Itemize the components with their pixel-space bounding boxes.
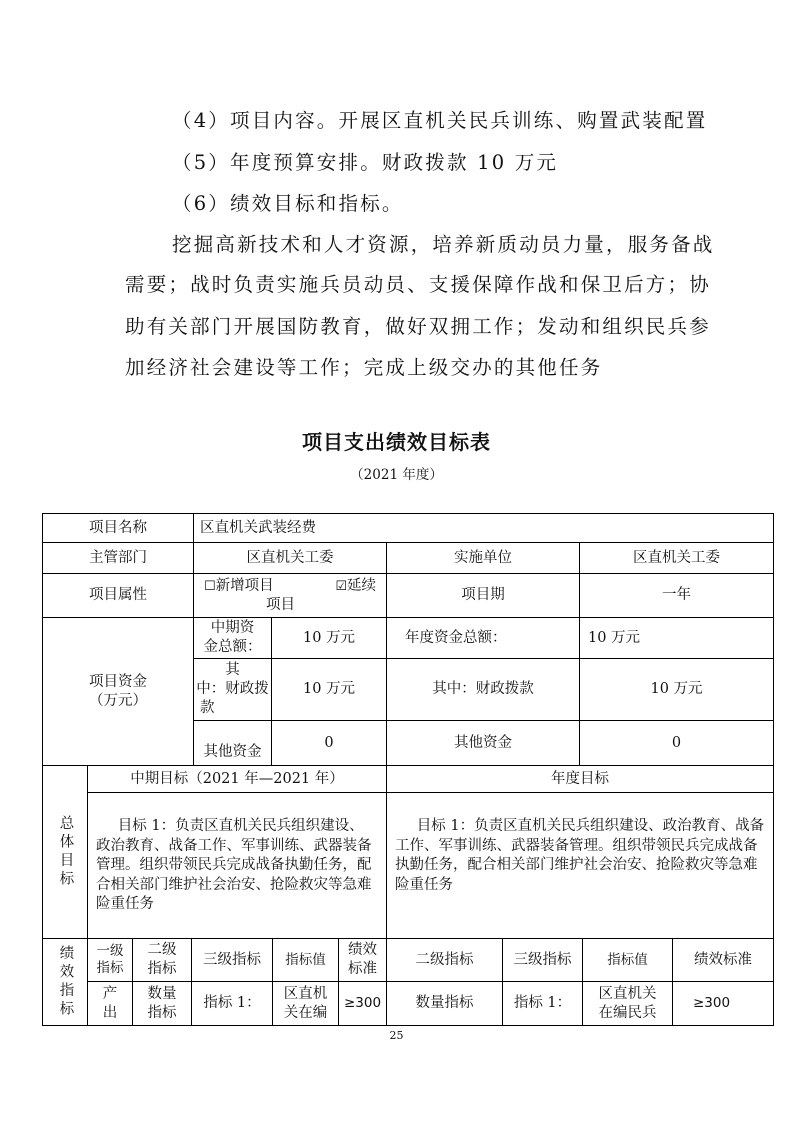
level3-indicator-1: 指标 1： — [191, 981, 273, 1026]
attr-label: 项目属性 — [42, 573, 194, 618]
annual-total-value: 10 万元 — [579, 617, 774, 659]
r-value-header: 指标值 — [582, 938, 673, 982]
content-line-4: 挖掘高新技术和人才资源，培养新质动员力量，服务备战 — [172, 233, 715, 256]
table-subtitle: （2021 年度） — [350, 467, 443, 483]
project-name-value: 区直机关武装经费 — [193, 513, 774, 543]
attr-value — [193, 573, 387, 618]
r-level3-indicator-1: 指标 1： — [502, 981, 583, 1026]
impl-label: 实施单位 — [386, 542, 580, 574]
mid-other-label: 其他资金 — [193, 720, 272, 766]
table-title: 项目支出绩效目标表 — [302, 430, 491, 454]
new-project-option: ☐新增项目 — [204, 577, 274, 594]
mid-fiscal-value: 10 万元 — [271, 658, 387, 721]
fund-label: 项目资金 （万元） — [42, 617, 194, 766]
continued-project-label-2: 项目 — [266, 596, 295, 613]
content-line-5: 需要；战时负责实施兵员动员、支援保障作战和保卫后方；协 — [125, 273, 711, 296]
level1-output: 产 出 — [87, 981, 133, 1026]
mid-total-value: 10 万元 — [271, 617, 387, 659]
r-level2-quantity: 数量指标 — [386, 981, 503, 1026]
r-standard-header: 绩效标准 — [672, 938, 774, 982]
period-label: 项目期 — [386, 573, 580, 618]
mid-total-label: 中期资 金总额： — [193, 617, 272, 659]
annual-total-label: 年度资金总额： — [386, 617, 580, 659]
overall-goal-label: 总体目标 — [42, 765, 88, 939]
unchecked-box-icon: ☐ — [204, 578, 216, 594]
mid-other-value: 0 — [271, 720, 387, 766]
content-line-6: 助有关部门开展国防教育，做好双拥工作；发动和组织民兵参 — [125, 315, 711, 338]
level1-header: 一级 指标 — [87, 938, 133, 982]
annual-fiscal-label: 其中：财政拨款 — [386, 658, 580, 721]
annual-fiscal-value: 10 万元 — [579, 658, 774, 721]
level2-header: 二级 指标 — [132, 938, 192, 982]
continued-project-option: ☑延续 — [335, 577, 376, 594]
mid-fiscal-label: 其 中：财政拨 款 — [193, 658, 272, 721]
period-value: 一年 — [579, 573, 774, 618]
r-indicator-standard: ≥300 — [672, 981, 774, 1026]
indicator-label: 绩效指标 — [42, 938, 88, 1026]
dept-value: 区直机关工委 — [193, 542, 387, 574]
r-level2-header: 二级指标 — [386, 938, 503, 982]
annual-other-label: 其他资金 — [386, 720, 580, 766]
indicator-value: 区直机 关在编 — [272, 981, 339, 1026]
value-header: 指标值 — [272, 938, 339, 982]
r-level3-header: 三级指标 — [502, 938, 583, 982]
content-line-7: 加经济社会建设等工作；完成上级交办的其他任务 — [125, 356, 603, 379]
mid-goal-header: 中期目标（2021 年—2021 年） — [87, 765, 387, 793]
checked-box-icon: ☑ — [335, 578, 347, 594]
level2-quantity: 数量 指标 — [132, 981, 192, 1026]
annual-other-value: 0 — [579, 720, 774, 766]
indicator-standard: ≥300 — [338, 981, 387, 1026]
dept-label: 主管部门 — [42, 542, 194, 574]
mid-goal-text: 目标 1：负责区直机关民兵组织建设、政治教育、战备工作、军事训练、武器装备管理。组织带领民兵完成战备执勤任务，配合相关部门维护社会治安、抢险救灾等急难险重任务 — [87, 792, 387, 939]
content-line-3: （6）绩效目标和指标。 — [172, 192, 404, 215]
page-number: 25 — [389, 1029, 404, 1042]
annual-goal-text: 目标 1：负责区直机关民兵组织建设、政治教育、战备工作、军事训练、武器装备管理。组织带领民兵完成战备执勤任务，配合相关部门维护社会治安、抢险救灾等急难险重任务 — [386, 792, 774, 939]
r-indicator-value: 区直机关 在编民兵 — [582, 981, 673, 1026]
content-line-2: （5）年度预算安排。财政拨款 10 万元 — [172, 151, 559, 174]
project-name-label: 项目名称 — [42, 513, 194, 543]
annual-goal-header: 年度目标 — [386, 765, 774, 793]
level3-header: 三级指标 — [191, 938, 273, 982]
content-line-1: （4）项目内容。开展区直机关民兵训练、购置武装配置 — [172, 109, 708, 132]
standard-header: 绩效 标准 — [338, 938, 387, 982]
impl-value: 区直机关工委 — [579, 542, 774, 574]
